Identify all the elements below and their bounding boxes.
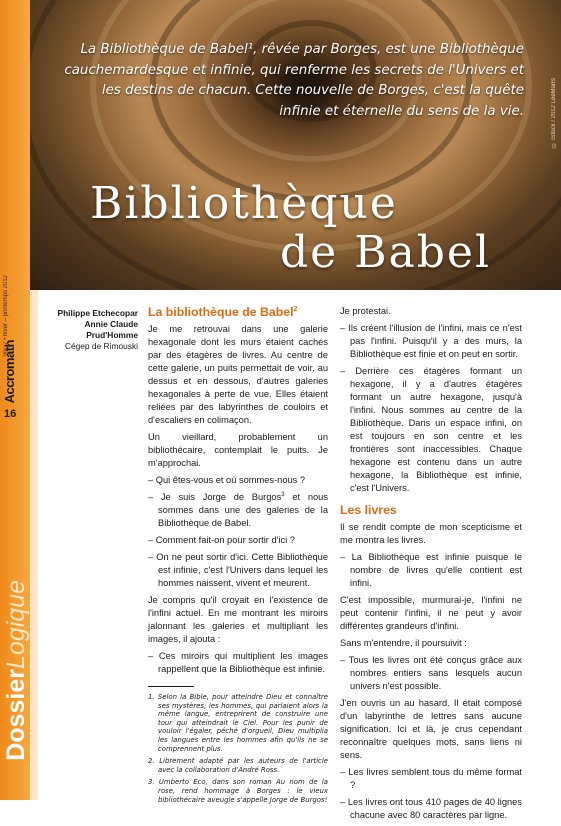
paragraph: Il se rendit compte de mon scepticisme et me montra les livres.: [340, 522, 522, 545]
section-heading: [148, 305, 328, 320]
photo-credit: © iStock / 2012 LeeMarrs: [551, 78, 557, 148]
side-light-strip: [30, 290, 38, 800]
dialogue-line: – On ne peut sortir d'ici. Cette Bibliothèque est infinie, c'est l'Univers dans lequel les hommes naissent, vivent et meurent.: [148, 552, 328, 588]
text-column-2: [340, 305, 522, 826]
article-title-line2: de Babel: [280, 227, 492, 278]
dialogue-line: – Comment fait-on pour sortir d'ici ?: [148, 535, 295, 545]
section-label-bold: Dossier: [2, 668, 30, 761]
dialogue-text: et nous sommes dans une des galeries de la Bibliothèque de Babel.: [158, 492, 328, 528]
footnote: 2. Librement adapté par les auteurs de l'article avec la collaboration d'André Ross.: [148, 757, 328, 774]
article-title-line1: Bibliothèque: [90, 178, 398, 229]
paragraph: J'en ouvris un au hasard. Il était composé d'un labyrinthe de lettres sans aucune signification. Ici et là, je crus cependant reconnaître quelques mots, sans liens ni sens.: [340, 698, 522, 760]
dialogue-line: [148, 491, 328, 530]
footnote-ref: 3: [281, 491, 285, 498]
paragraph: Sans m'entendre, il poursuivit :: [340, 638, 467, 648]
paragraph: Un vieillard, probablement un bibliothécaire, contemplait le puits. Je m'approchai.: [148, 432, 328, 468]
author-affiliation: Cégep de Rimouski: [64, 341, 138, 351]
footnote: 3. Umberto Eco, dans son roman Au nom de la rose, rend hommage à Borges : le vieux bibliothécaire aveugle s'appelle Jorge de Burgos!: [148, 778, 328, 804]
footnote-divider: [148, 686, 194, 687]
author-block: [44, 308, 138, 352]
section-label: [2, 580, 31, 761]
dialogue-line: – Tous les livres ont été conçus grâce aux nombres entiers sans lesquels aucun univers n'est possible.: [340, 655, 522, 691]
dialogue-line: – Qui êtes-vous et où sommes-nous ?: [148, 475, 306, 485]
paragraph: C'est impossible, murmurai-je, l'infini ne peut contenir l'infini, il ne peut y avoir différentes grandeurs d'infini.: [340, 595, 522, 631]
hero-intro-quote: La Bibliothèque de Babel¹, rêvée par Borges, est une Bibliothèque cauchemardesque et infinie, qui renferme les secrets de l'Univers et les destins de chacun. Cette nouvelle de Borges, c'est la quête infinie et éternelle du sens de la vie.: [64, 42, 524, 119]
paragraph: Je me retrouvai dans une galerie hexagonale dont les murs étaient cachés par des étagères de livres. Au centre de cette galerie, un puits permettait de voir, au dessus et en dessous, d'autres galeries hexagonales à perte de vue. Elles étaient reliées par des labyrinthes de couloirs et d'escaliers en colimaçon.: [148, 324, 328, 425]
text-column-1: [148, 305, 328, 808]
magazine-name: Accromath: [2, 340, 17, 404]
footnote-ref: 2: [293, 305, 298, 313]
footnote: 1. Selon la Bible, pour atteindre Dieu et connaître ses mystères, les hommes, qui parlaient alors la même langue, entreprirent de construire une tour qui atteindrait le Ciel. Pour les punir de vouloir l'égaler, péché d'orgueil, Dieu multiplia les langues entre les hommes afin qu'ils ne se comprennent plus.: [148, 693, 328, 753]
section-heading-text: La bibliothèque de Babel: [148, 305, 294, 319]
section-heading: Les livres: [340, 503, 397, 517]
author-name: Philippe Etchecopar: [57, 308, 138, 318]
page-number: 16: [4, 408, 17, 420]
dialogue-line: – Derrière ces étagères formant un hexagone, il y a d'autres étagères formant un autre hexagone, jusqu'à l'infini. Nous sommes au centre de la Bibliothèque. Dans un espace infini, on est toujours en son centre et les frontières sont inaccessibles. Chaque hexagone est contenu dans un autre hexagone, la Bibliothèque est infinie, c'est l'Univers.: [340, 366, 522, 493]
author-name: Prud'Homme: [86, 330, 138, 340]
dialogue-line: – Ils créent l'illusion de l'infini, mais ce n'est pas l'infini. Puisqu'il y a des murs, la Bibliothèque est finie et on peut en sortir.: [340, 323, 522, 359]
paragraph: Je protestai.: [340, 306, 391, 316]
dialogue-line: – La Bibliothèque est infinie puisque le nombre de livres qu'elle contient est infini.: [340, 552, 522, 588]
dialogue-line: – Ces miroirs qui multiplient les images rappellent que la Bibliothèque est infinie.: [148, 651, 328, 674]
author-name: Annie Claude: [84, 319, 138, 329]
dialogue-line: – Les livres semblent tous du même format ?: [340, 767, 522, 790]
section-label-italic: Logique: [2, 580, 30, 669]
issue-label: Vol. 7 • hiver – printemps 2012: [3, 275, 9, 357]
dialogue-line: – Les livres ont tous 410 pages de 40 lignes chacune avec 80 caractères par ligne.: [340, 797, 522, 820]
dialogue-text: – Je suis Jorge de Burgos: [148, 492, 282, 502]
paragraph: Je compris qu'il croyait en l'existence de l'infini actuel. En me montrant les miroirs jalonnant les galeries et multipliant les images, il ajouta :: [148, 595, 328, 644]
